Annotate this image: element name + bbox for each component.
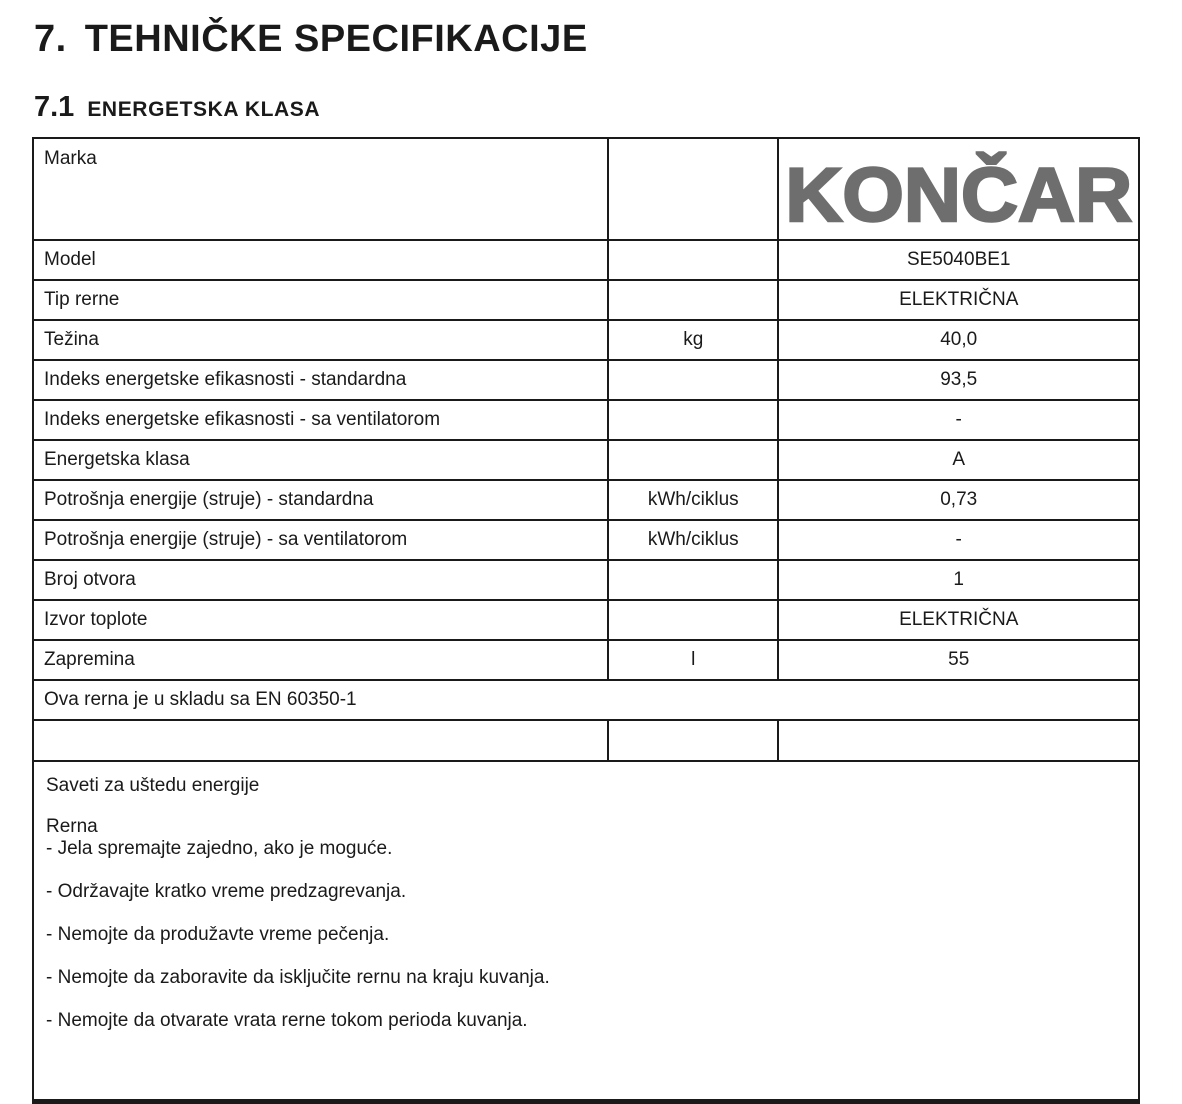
row-value: A: [778, 440, 1139, 480]
page-title-text: TEHNIČKE SPECIFIKACIJE: [84, 18, 588, 60]
row-label: Indeks energetske efikasnosti - standardna: [33, 360, 608, 400]
row-label: Zapremina: [33, 640, 608, 680]
row-value: 40,0: [778, 320, 1139, 360]
table-row-brand: [33, 138, 1139, 240]
row-unit: [608, 280, 778, 320]
table-row: [33, 240, 1139, 280]
row-label: Težina: [33, 320, 608, 360]
row-value: 1: [778, 560, 1139, 600]
tips-title: Saveti za uštedu energije: [46, 774, 260, 796]
empty-cell: [608, 720, 778, 761]
row-value: ELEKTRIČNA: [778, 280, 1139, 320]
row-label: Izvor toplote: [33, 600, 608, 640]
energy-tips-cell: [33, 761, 1139, 1102]
empty-cell: [778, 720, 1139, 761]
row-unit: [608, 138, 778, 240]
row-value: 0,73: [778, 480, 1139, 520]
table-row: [33, 360, 1139, 400]
row-unit: [608, 560, 778, 600]
table-row: [33, 480, 1139, 520]
koncar-logo: KONČAR: [785, 152, 1133, 238]
compliance-note: Ova rerna je u skladu sa EN 60350-1: [33, 680, 1139, 720]
row-value: ELEKTRIČNA: [778, 600, 1139, 640]
table-row-compliance: [33, 680, 1139, 720]
tip-item: - Nemojte da zaboravite da isključite rernu na kraju kuvanja.: [46, 966, 550, 988]
row-value: -: [778, 400, 1139, 440]
tips-section-title: Rerna: [46, 815, 98, 837]
table-row: [33, 600, 1139, 640]
tip-item: - Održavajte kratko vreme predzagrevanja.: [46, 880, 407, 902]
row-value: 55: [778, 640, 1139, 680]
table-row: [33, 280, 1139, 320]
row-unit: kWh/ciklus: [608, 480, 778, 520]
row-value: -: [778, 520, 1139, 560]
brand-logo-container: [785, 139, 1133, 239]
table-row: [33, 400, 1139, 440]
section-heading-number: 7.1: [34, 90, 75, 123]
section-heading: [34, 91, 1148, 124]
row-unit: [608, 360, 778, 400]
empty-cell: [33, 720, 608, 761]
table-row-tips: [33, 761, 1139, 1102]
row-label: Broj otvora: [33, 560, 608, 600]
row-unit: [608, 240, 778, 280]
row-unit: l: [608, 640, 778, 680]
table-row: [33, 320, 1139, 360]
row-value: 93,5: [778, 360, 1139, 400]
row-label: Marka: [33, 138, 608, 240]
row-unit: [608, 400, 778, 440]
section-heading-text: ENERGETSKA KLASA: [87, 97, 321, 121]
row-label: Model: [33, 240, 608, 280]
row-unit: kg: [608, 320, 778, 360]
page-title: [34, 20, 1148, 60]
row-unit: kWh/ciklus: [608, 520, 778, 560]
row-label: Tip rerne: [33, 280, 608, 320]
table-row: [33, 560, 1139, 600]
table-row: [33, 520, 1139, 560]
row-label: Potrošnja energije (struje) - sa ventilatorom: [33, 520, 608, 560]
row-unit: [608, 440, 778, 480]
row-label: Energetska klasa: [33, 440, 608, 480]
page-title-number: 7.: [34, 18, 67, 60]
tip-item: - Nemojte da produžavte vreme pečenja.: [46, 923, 390, 945]
table-row: [33, 440, 1139, 480]
row-value: SE5040BE1: [778, 240, 1139, 280]
spec-table: [32, 137, 1140, 1104]
row-label: Indeks energetske efikasnosti - sa ventilatorom: [33, 400, 608, 440]
row-label: Potrošnja energije (struje) - standardna: [33, 480, 608, 520]
tip-item: - Jela spremajte zajedno, ako je moguće.: [46, 837, 393, 859]
table-row: [33, 640, 1139, 680]
row-unit: [608, 600, 778, 640]
table-row-empty: [33, 720, 1139, 761]
row-value-brand: [778, 138, 1139, 240]
tip-item: - Nemojte da otvarate vrata rerne tokom perioda kuvanja.: [46, 1009, 528, 1031]
